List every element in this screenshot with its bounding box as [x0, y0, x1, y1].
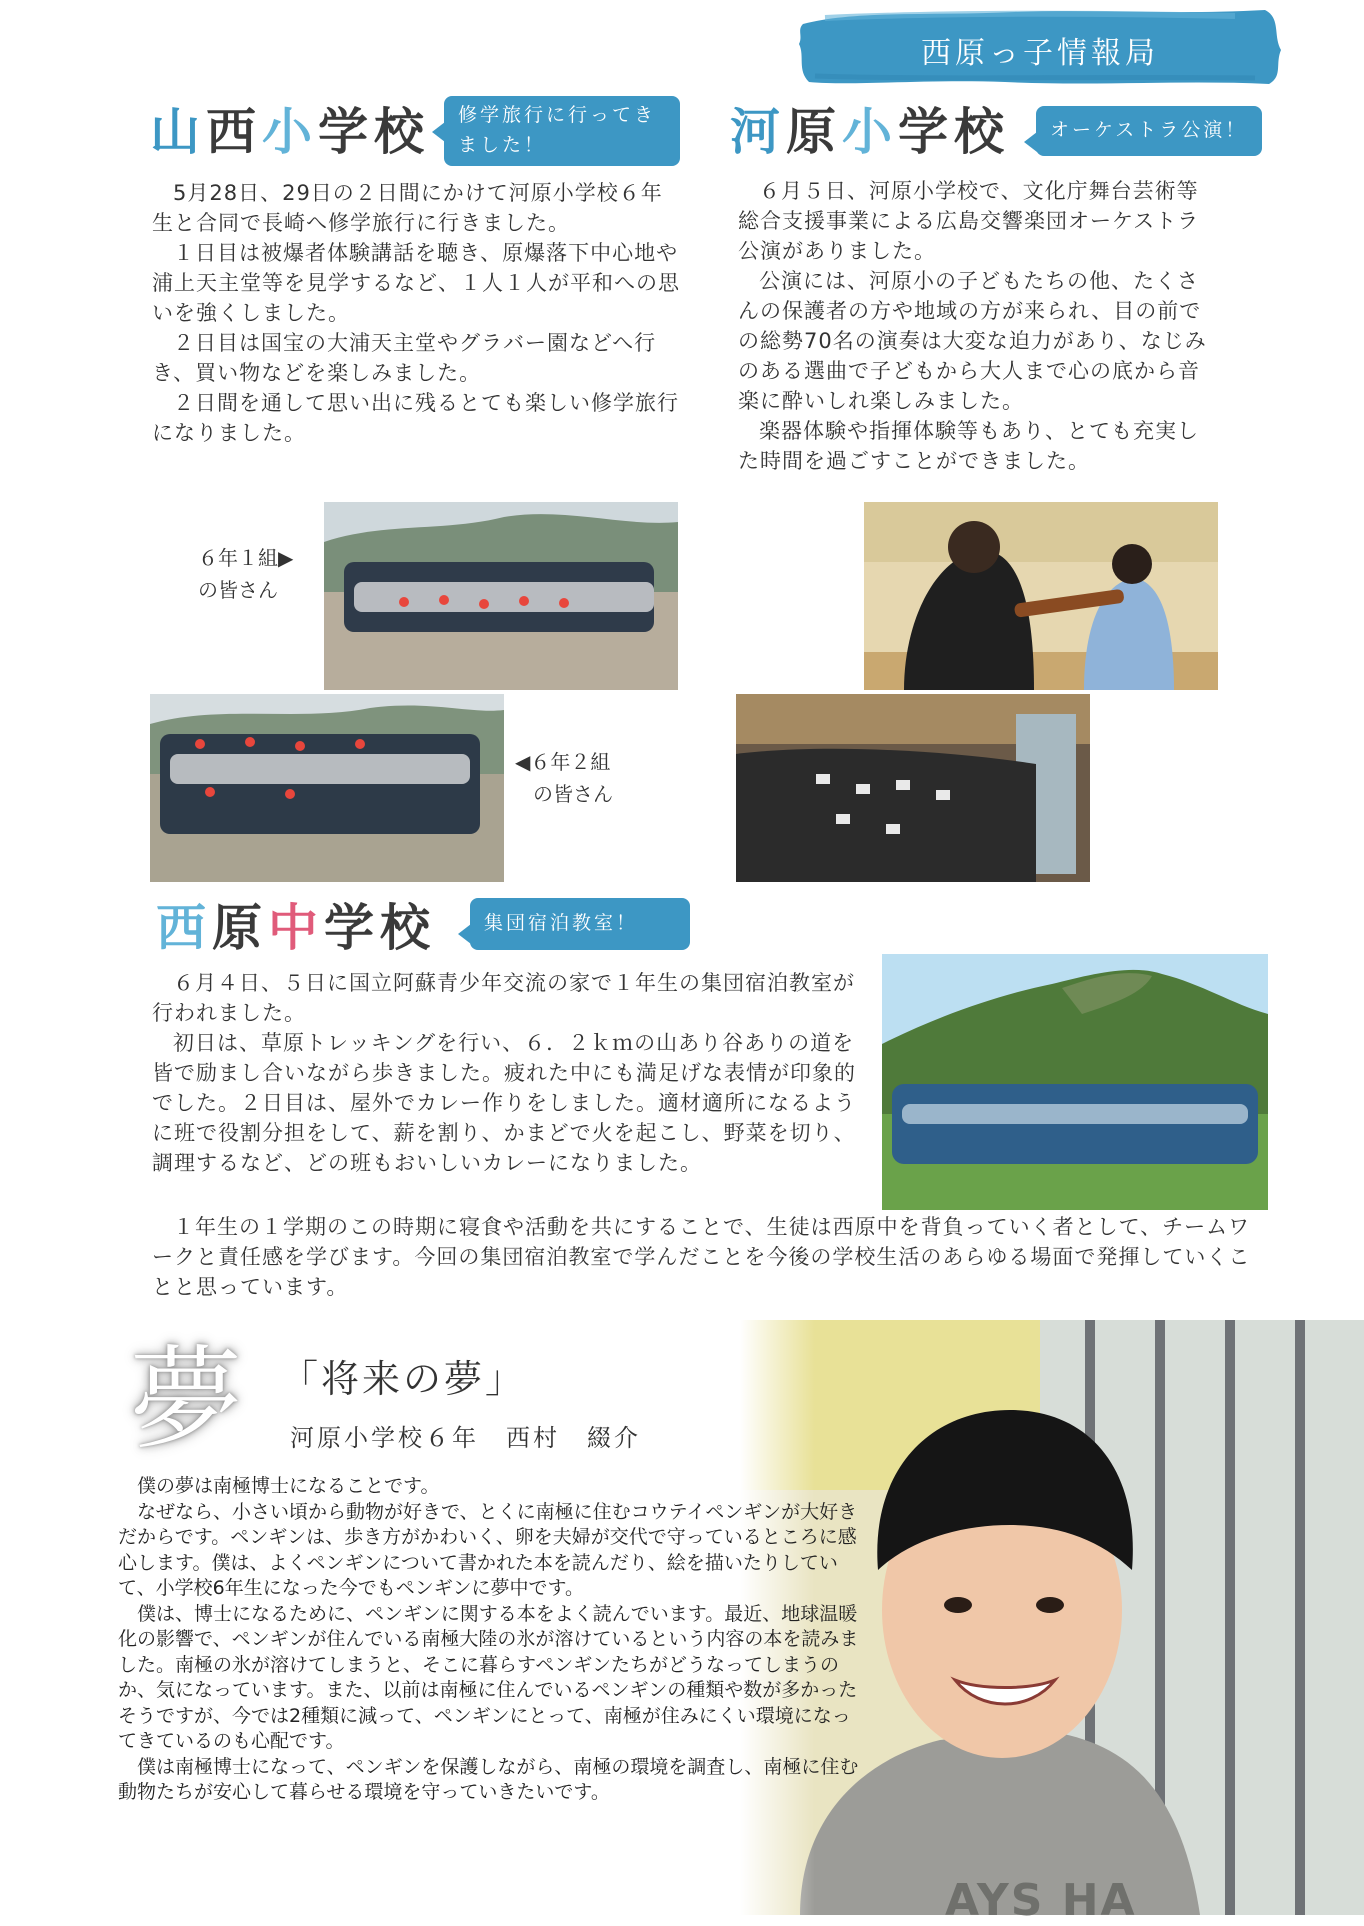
dream-essay — [118, 1474, 864, 1806]
paragraph: 僕は、博士になるために、ペンギンに関する本をよく読んでいます。最近、地球温暖化の影響で、ペンギンが住んでいる南極大陸の氷が溶けているという内容の本を読みました。南極の氷が溶けてしまうと、そこに暮らすペンギンたちがどうなってしまうのか、気になっています。また、以前は南極に住んでいるペンギンの種類や数が多かったそうですが、今では2種類に減って、ペンギンにとって、南極が住みにくい環境になってきているのも心配です。 — [118, 1602, 859, 1752]
title-char: 校 — [380, 899, 436, 957]
photo-class2-group — [150, 694, 504, 882]
photo-mountain-group — [882, 954, 1268, 1210]
section-tag-kawahara — [1036, 106, 1262, 156]
title-char: 山 — [150, 103, 206, 161]
caption-line: の皆さん — [198, 578, 278, 602]
paragraph: 楽器体験や指揮体験等もあり、とても充実した時間を過ごすことができました。 — [738, 419, 1199, 473]
section-body-nishihara-upper — [152, 968, 872, 1178]
header-banner — [795, 6, 1285, 88]
title-char: 学 — [898, 103, 954, 161]
paragraph: ２日目は国宝の大浦天主堂やグラバー園などへ行き、買い物などを楽しみました。 — [152, 331, 657, 385]
title-char: 学 — [324, 899, 380, 957]
photo-caption-class1 — [198, 542, 308, 606]
paragraph: 僕の夢は南極博士になることです。 — [137, 1475, 440, 1497]
dream-title: 「将来の夢」 — [280, 1357, 527, 1401]
paragraph: １日目は被爆者体験講話を聴き、原爆落下中心地や浦上天主堂等を見学するなど、１人１人が平和への思いを強くしました。 — [152, 241, 680, 325]
title-char: 校 — [954, 103, 1010, 161]
title-char: 小 — [842, 103, 898, 161]
title-char: 西 — [206, 103, 262, 161]
paragraph: 5月28日、29日の２日間にかけて河原小学校６年生と合同で長崎へ修学旅行に行きました。 — [152, 181, 663, 235]
section-title-nishihara — [156, 898, 436, 958]
paragraph: １年生の１学期のこの時期に寝食や活動を共にすることで、生徒は西原中を背負っていく者として、チームワークと責任感を学びます。今回の集団宿泊教室で学んだことを今後の学校生活のあらゆる場面で発揮していくことと思っています。 — [152, 1215, 1251, 1299]
section-title-yamanishi — [150, 102, 430, 162]
paragraph: なぜなら、小さい頃から動物が好きで、とくに南極に住むコウテイペンギンが大好きだからです。ペンギンは、歩き方がかわいく、卵を夫婦が交代で守っているところに感心します。僕は、よくペンギンについて書かれた本を読んだり、絵を描いたりしていて、小学校6年生になった今でもペンギンに夢中です。 — [118, 1500, 858, 1599]
section-tag-text: 集団宿泊教室！ — [484, 912, 639, 934]
banner-title: 西原っ子情報局 — [921, 36, 1159, 71]
section-body-kawahara — [738, 176, 1218, 476]
title-char: 河 — [730, 103, 786, 161]
paragraph: 初日は、草原トレッキングを行い、６．２ｋｍの山あり谷ありの道を皆で励まし合いながら歩きました。疲れた中にも満足げな表情が印象的でした。２日目は、屋外でカレー作りをしました。適材適所になるように班で役割分担をして、薪を割り、かまどで火を起こし、野菜を切り、調理するなど、どの班もおいしいカレーになりました。 — [152, 1031, 856, 1175]
paragraph: 僕は南極博士になって、ペンギンを保護しながら、南極の環境を調査し、南極に住む動物たちが安心して暮らせる環境を守っていきたいです。 — [118, 1755, 859, 1803]
paragraph: ６月４日、５日に国立阿蘇青少年交流の家で１年生の集団宿泊教室が行われました。 — [152, 971, 855, 1025]
dream-author: 河原小学校６年 西村 綴介 — [290, 1424, 641, 1452]
dream-kanji-emblem: 夢 — [130, 1335, 242, 1465]
title-char: 校 — [374, 103, 430, 161]
caption-line: の皆さん — [533, 782, 613, 806]
paragraph: 公演には、河原小の子どもたちの他、たくさんの保護者の方や地域の方が来られ、目の前での総勢70名の演奏は大変な迫力があり、なじみのある選曲で子どもから大人まで心の底から音楽に酔いしれ楽しみました。 — [738, 269, 1207, 413]
section-tag-text: オーケストラ公演！ — [1050, 119, 1248, 141]
title-char: 原 — [212, 899, 268, 957]
title-char: 原 — [786, 103, 842, 161]
section-title-kawahara — [730, 102, 1010, 162]
photo-class1-group — [324, 502, 678, 690]
caption-line: ６年１組▶ — [198, 546, 294, 570]
title-char: 西 — [156, 899, 212, 957]
title-char: 小 — [262, 103, 318, 161]
photo-orchestra-performance — [736, 694, 1090, 882]
section-tag-text: 修学旅行に行ってきました！ — [458, 104, 657, 156]
caption-line: ◀６年２組 — [515, 750, 611, 774]
shirt-print: AYS HA — [945, 1875, 1137, 1926]
photo-violin-experience — [864, 502, 1218, 690]
paragraph: ６月５日、河原小学校で、文化庁舞台芸術等総合支援事業による広島交響楽団オーケストラ公演がありました。 — [738, 179, 1200, 263]
paragraph: ２日間を通して思い出に残るとても楽しい修学旅行になりました。 — [152, 391, 679, 445]
title-char: 中 — [268, 899, 324, 957]
photo-caption-class2 — [515, 746, 635, 810]
section-tag-yamanishi — [444, 96, 680, 166]
section-body-yamanishi — [152, 178, 680, 448]
section-body-nishihara-lower — [152, 1212, 1264, 1302]
section-tag-nishihara — [470, 898, 690, 950]
title-char: 学 — [318, 103, 374, 161]
